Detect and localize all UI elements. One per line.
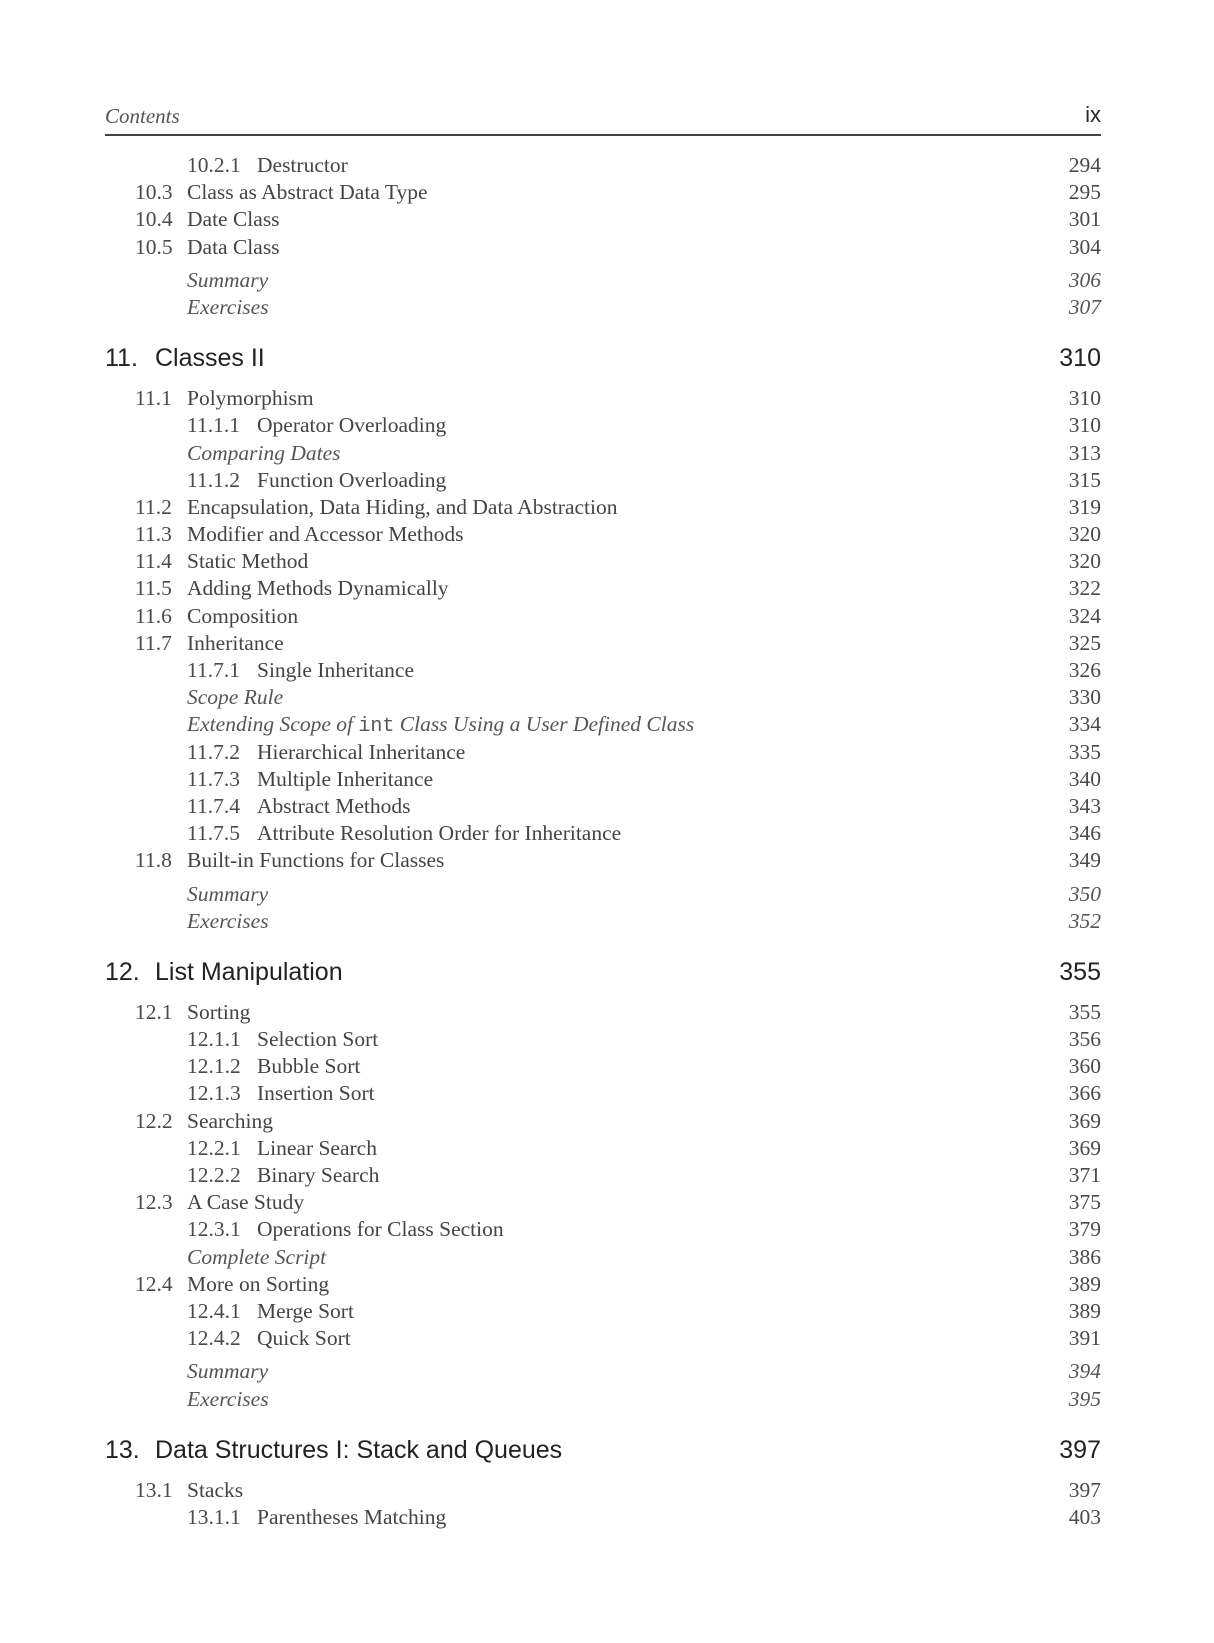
subsection-number: 11.7.3 <box>187 766 240 791</box>
subsection-number: 12.2.1 <box>187 1135 241 1160</box>
entry-page: 325 <box>1068 630 1101 655</box>
chapter-number: 12. <box>105 957 140 986</box>
toc-italic-entry[interactable] <box>105 684 1101 711</box>
toc-subsection-entry[interactable] <box>105 739 1101 766</box>
entry-page: 369 <box>1068 1135 1101 1160</box>
entry-page: 320 <box>1068 549 1101 574</box>
entry-title-code: int <box>358 715 395 739</box>
section-title: More on Sorting <box>187 1271 330 1296</box>
toc-subsection-entry[interactable] <box>105 820 1101 847</box>
toc-section-entry[interactable] <box>105 521 1101 548</box>
subsection-number: 12.3.1 <box>187 1217 241 1242</box>
section-number: 12.3 <box>135 1190 173 1215</box>
toc-italic-entry[interactable] <box>105 440 1101 467</box>
section-number: 11.2 <box>135 494 172 519</box>
subsection-number: 12.1.1 <box>187 1027 241 1052</box>
chapter-heading[interactable] <box>105 955 1101 989</box>
entry-title: Exercises <box>187 1386 269 1411</box>
chapter-heading[interactable] <box>105 1433 1101 1467</box>
entry-page: 304 <box>1068 234 1101 259</box>
entry-page: 391 <box>1068 1326 1101 1351</box>
subsection-number: 12.4.2 <box>187 1326 241 1351</box>
toc-italic-entry[interactable] <box>105 267 1101 294</box>
entry-page: 343 <box>1068 793 1101 818</box>
table-of-contents <box>105 152 1101 1531</box>
chapter-number: 13. <box>105 1435 140 1464</box>
entry-page: 395 <box>1068 1386 1101 1411</box>
section-title: A Case Study <box>187 1190 305 1215</box>
section-number: 10.4 <box>135 207 173 232</box>
subsection-title: Attribute Resolution Order for Inheritance <box>257 821 622 846</box>
subsection-title: Selection Sort <box>257 1027 379 1052</box>
entry-page: 394 <box>1068 1359 1101 1384</box>
section-number: 11.7 <box>135 630 172 655</box>
subsection-title: Function Overloading <box>257 467 447 492</box>
entry-title: Exercises <box>187 908 269 933</box>
section-title: Data Class <box>187 234 280 259</box>
section-number: 11.4 <box>135 549 172 574</box>
toc-section-entry[interactable] <box>105 548 1101 575</box>
toc-italic-entry[interactable] <box>105 1358 1101 1385</box>
subsection-title: Binary Search <box>257 1163 380 1187</box>
section-number: 12.4 <box>135 1271 173 1296</box>
toc-subsection-entry[interactable] <box>105 1026 1101 1053</box>
entry-page: 295 <box>1068 180 1101 205</box>
entry-page: 301 <box>1068 207 1101 232</box>
toc-italic-entry[interactable] <box>105 908 1101 935</box>
entry-page: 307 <box>1068 294 1101 319</box>
toc-subsection-entry[interactable] <box>105 1298 1101 1325</box>
entry-page: 346 <box>1068 821 1101 846</box>
toc-italic-entry[interactable] <box>105 1386 1101 1413</box>
entry-page: 366 <box>1068 1081 1101 1106</box>
subsection-title: Merge Sort <box>257 1298 354 1323</box>
entry-page: 389 <box>1068 1271 1101 1296</box>
toc-section-entry[interactable] <box>105 1189 1101 1216</box>
subsection-number: 11.1.1 <box>187 413 240 438</box>
entry-title: Complete Script <box>187 1244 327 1269</box>
entry-page: 340 <box>1068 766 1101 791</box>
chapter-page: 310 <box>1059 344 1101 373</box>
subsection-number: 12.2.2 <box>187 1163 241 1187</box>
subsection-title: Operator Overloading <box>257 413 447 438</box>
toc-subsection-entry[interactable] <box>105 657 1101 684</box>
subsection-number: 11.1.2 <box>187 467 240 492</box>
section-number: 12.2 <box>135 1108 173 1133</box>
entry-page: 375 <box>1068 1190 1101 1215</box>
subsection-number: 10.2.1 <box>187 153 241 177</box>
section-title: Polymorphism <box>187 386 314 411</box>
toc-section-entry[interactable] <box>105 999 1101 1026</box>
entry-page: 315 <box>1068 467 1101 492</box>
toc-subsection-entry[interactable] <box>105 152 1101 179</box>
entry-title: Exercises <box>187 294 269 319</box>
chapter-page: 355 <box>1059 957 1101 986</box>
toc-subsection-entry[interactable] <box>105 1325 1101 1352</box>
toc-subsection-entry[interactable] <box>105 1135 1101 1162</box>
entry-page: 403 <box>1068 1504 1101 1529</box>
section-title: Inheritance <box>187 630 284 655</box>
subsection-title: Insertion Sort <box>257 1081 375 1106</box>
subsection-number: 12.4.1 <box>187 1298 241 1323</box>
entry-page: 306 <box>1068 267 1101 292</box>
section-number: 11.5 <box>135 576 172 601</box>
toc-section-entry[interactable] <box>105 847 1101 874</box>
chapter-page: 397 <box>1059 1435 1101 1464</box>
entry-title: Comparing Dates <box>187 440 341 465</box>
subsection-title: Bubble Sort <box>257 1054 361 1079</box>
subsection-title: Hierarchical Inheritance <box>257 739 466 764</box>
entry-page: 355 <box>1068 999 1101 1024</box>
running-header <box>105 104 1101 136</box>
entry-page: 334 <box>1068 712 1101 737</box>
section-number: 11.1 <box>135 386 172 411</box>
entry-title-part: Extending Scope of <box>187 712 359 737</box>
subsection-title: Linear Search <box>257 1135 377 1160</box>
subsection-title: Operations for Class Section <box>257 1217 504 1242</box>
subsection-title: Multiple Inheritance <box>257 766 434 791</box>
toc-section-entry[interactable] <box>105 1271 1101 1298</box>
toc-subsection-entry[interactable] <box>105 1080 1101 1107</box>
section-title: Composition <box>187 603 299 628</box>
subsection-title: Abstract Methods <box>257 793 411 818</box>
entry-page: 356 <box>1068 1027 1101 1052</box>
entry-title-part: Class Using a User Defined Class <box>394 712 695 737</box>
section-number: 11.6 <box>135 603 172 628</box>
section-number: 11.8 <box>135 848 172 873</box>
section-title: Sorting <box>187 999 251 1024</box>
toc-italic-entry[interactable] <box>105 711 1101 738</box>
toc-subsection-entry[interactable] <box>105 467 1101 494</box>
entry-page: 335 <box>1068 739 1101 764</box>
toc-subsection-entry[interactable] <box>105 1216 1101 1243</box>
toc-subsection-entry[interactable] <box>105 412 1101 439</box>
toc-subsection-entry[interactable] <box>105 1162 1101 1189</box>
section-title: Searching <box>187 1108 273 1133</box>
chapter-title: List Manipulation <box>155 957 343 986</box>
entry-title <box>187 711 694 740</box>
toc-section-entry[interactable] <box>105 1477 1101 1504</box>
toc-section-entry[interactable] <box>105 494 1101 521</box>
entry-page: 371 <box>1068 1163 1101 1187</box>
section-title: Modifier and Accessor Methods <box>187 522 464 547</box>
section-title: Stacks <box>187 1477 244 1502</box>
entry-page: 319 <box>1068 494 1101 519</box>
toc-italic-entry[interactable] <box>105 881 1101 908</box>
entry-page: 349 <box>1068 848 1101 873</box>
section-title: Adding Methods Dynamically <box>187 576 449 601</box>
entry-page: 386 <box>1068 1244 1101 1269</box>
entry-page: 350 <box>1068 881 1101 906</box>
section-title: Date Class <box>187 207 280 232</box>
entry-title: Scope Rule <box>187 685 284 710</box>
page-number: ix <box>1085 102 1101 127</box>
toc-section-entry[interactable] <box>105 179 1101 206</box>
toc-subsection-entry[interactable] <box>105 766 1101 793</box>
entry-page: 369 <box>1068 1108 1101 1133</box>
entry-page: 330 <box>1068 685 1101 710</box>
entry-page: 320 <box>1068 522 1101 547</box>
chapter-title: Classes II <box>155 344 265 373</box>
entry-page: 310 <box>1068 413 1101 438</box>
toc-section-entry[interactable] <box>105 206 1101 233</box>
section-title: Class as Abstract Data Type <box>187 180 428 205</box>
chapter-number: 11. <box>105 344 138 373</box>
subsection-number: 11.7.4 <box>187 793 240 818</box>
subsection-number: 11.7.1 <box>187 658 240 682</box>
running-header-title: Contents <box>105 104 180 128</box>
section-title: Static Method <box>187 549 309 574</box>
toc-italic-entry[interactable] <box>105 294 1101 321</box>
subsection-number: 11.7.5 <box>187 821 240 846</box>
entry-page: 322 <box>1068 576 1101 601</box>
section-number: 11.3 <box>135 522 172 547</box>
entry-title: Summary <box>187 267 269 292</box>
entry-page: 352 <box>1068 908 1101 933</box>
subsection-number: 13.1.1 <box>187 1504 241 1529</box>
entry-page: 313 <box>1068 440 1101 465</box>
toc-section-entry[interactable] <box>105 603 1101 630</box>
entry-page: 389 <box>1068 1298 1101 1323</box>
entry-page: 310 <box>1068 386 1101 411</box>
entry-title: Summary <box>187 1359 269 1384</box>
entry-page: 326 <box>1068 658 1101 682</box>
section-number: 10.5 <box>135 234 173 259</box>
section-number: 13.1 <box>135 1477 173 1502</box>
toc-section-entry[interactable] <box>105 575 1101 602</box>
toc-italic-entry[interactable] <box>105 1244 1101 1271</box>
toc-section-entry[interactable] <box>105 234 1101 261</box>
entry-page: 294 <box>1068 153 1101 177</box>
section-title: Encapsulation, Data Hiding, and Data Abstraction <box>187 494 618 519</box>
entry-page: 397 <box>1068 1477 1101 1502</box>
toc-section-entry[interactable] <box>105 385 1101 412</box>
entry-page: 379 <box>1068 1217 1101 1242</box>
chapter-heading[interactable] <box>105 341 1101 375</box>
subsection-number: 11.7.2 <box>187 739 240 764</box>
toc-section-entry[interactable] <box>105 1108 1101 1135</box>
subsection-title: Quick Sort <box>257 1326 351 1351</box>
toc-subsection-entry[interactable] <box>105 1053 1101 1080</box>
toc-section-entry[interactable] <box>105 630 1101 657</box>
section-number: 12.1 <box>135 999 173 1024</box>
subsection-title: Destructor <box>257 153 348 177</box>
chapter-title: Data Structures I: Stack and Queues <box>155 1435 563 1464</box>
toc-subsection-entry[interactable] <box>105 1504 1101 1531</box>
subsection-title: Parentheses Matching <box>257 1504 447 1529</box>
subsection-number: 12.1.2 <box>187 1054 241 1079</box>
section-title: Built-in Functions for Classes <box>187 848 445 873</box>
entry-page: 324 <box>1068 603 1101 628</box>
entry-title: Summary <box>187 881 269 906</box>
entry-page: 360 <box>1068 1054 1101 1079</box>
section-number: 10.3 <box>135 180 173 205</box>
toc-subsection-entry[interactable] <box>105 793 1101 820</box>
subsection-title: Single Inheritance <box>257 658 415 682</box>
subsection-number: 12.1.3 <box>187 1081 241 1106</box>
